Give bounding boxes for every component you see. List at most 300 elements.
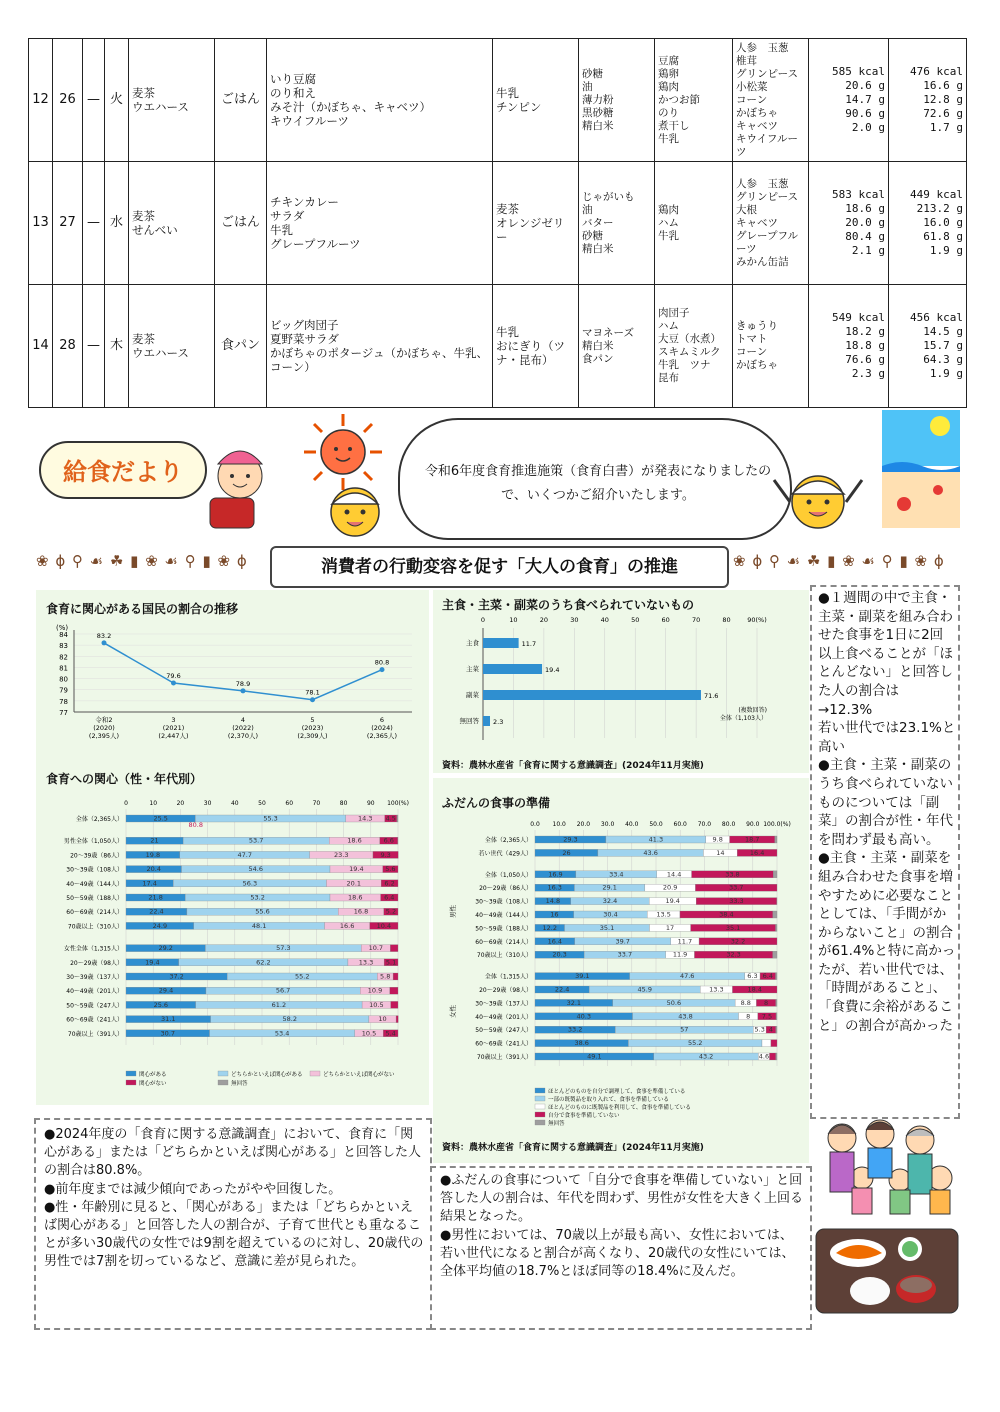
segment-label: 10.5	[361, 1029, 377, 1038]
segment-label: 10	[378, 1015, 387, 1024]
decoration-right: ❀ ϕ ⚲ ☙ ☘ ▮ ❀ ☙ ⚲ ▮ ❀ ϕ	[733, 552, 945, 570]
segment-label: 30.4	[603, 910, 618, 919]
menu-cell-nut1: 583 kcal 18.6 g 20.0 g 80.4 g 2.1 g	[809, 162, 889, 285]
menu-table	[28, 38, 967, 408]
x-tick-label: (2,365人)	[366, 732, 398, 740]
menu-row	[29, 285, 967, 408]
x-tick-label: 30	[570, 616, 579, 624]
segment-label: 18.6	[348, 893, 363, 902]
segment-label: 25.6	[153, 1000, 169, 1009]
segment-label: 33.8	[725, 870, 740, 879]
segment-label: 19.4	[349, 865, 364, 874]
rice-bowl-icon	[850, 1277, 890, 1305]
y-tick-label: 81	[59, 664, 68, 673]
segment-label: 20.4	[146, 865, 161, 874]
data-label: 80.8	[374, 658, 390, 667]
segment-label: 62.2	[256, 958, 271, 967]
x-tick-label: (2020)	[93, 724, 115, 732]
x-tick-label: 50	[631, 616, 640, 624]
x-tick-label: 令和2	[95, 716, 113, 724]
segment-label: 55.2	[687, 1039, 703, 1048]
menu-cell-yellow: 肉団子 ハム 大豆（水煮） スキムミルク 牛乳 ツナ 昆布	[655, 285, 733, 408]
segment-label: 37.2	[169, 972, 184, 981]
segment-label: 40.3	[576, 1012, 592, 1021]
bar-segment	[773, 951, 777, 958]
row-label: 50～59歳（188人）	[475, 925, 532, 933]
x-tick-label: (2,370人)	[227, 732, 259, 740]
menu-cell-red: 砂糖 油 薄力粉 黒砂糖 精白米	[579, 39, 655, 162]
segment-label: 11.9	[672, 950, 688, 959]
prep-chart	[437, 818, 807, 1136]
legend-swatch	[535, 1104, 545, 1109]
segment-label: 13.3	[709, 985, 724, 994]
legend-label: どちらかといえば関心がない	[323, 1072, 395, 1078]
legend-swatch	[218, 1080, 228, 1085]
segment-label: 5.1	[385, 958, 397, 967]
menu-cell-date: 28	[53, 285, 83, 408]
bar-segment	[773, 911, 777, 918]
group-label-female: 女性	[449, 1005, 457, 1018]
x-tick-label: 60	[661, 616, 670, 624]
segment-label: 14.3	[357, 814, 373, 823]
legend-swatch	[535, 1088, 545, 1093]
row-label: 20～29歳（86人）	[479, 885, 532, 893]
interest-chart	[38, 795, 428, 1103]
menu-cell-snack: 麦茶 ウエハース	[129, 285, 215, 408]
legend-label: どちらかといえば関心がある	[231, 1072, 303, 1078]
row-label: 30～39歳（108人）	[475, 898, 532, 906]
segment-label: 22.4	[149, 907, 164, 916]
bar-segment	[391, 1001, 398, 1008]
row-label: 全体（1,050人）	[484, 871, 532, 879]
x-tick-label: 0.0	[530, 821, 540, 828]
legend-label: 関心がある	[139, 1072, 167, 1078]
segment-label: 39.1	[575, 972, 590, 981]
segment-label: 25.5	[153, 814, 168, 823]
segment-label: 23.3	[334, 850, 349, 859]
menu-cell-staple: ごはん	[215, 39, 267, 162]
data-point	[310, 697, 315, 702]
data-point	[102, 640, 107, 645]
row-label: 60～69歳（214人）	[66, 909, 123, 917]
segment-label: 16	[550, 910, 559, 919]
y-tick-label: 83	[59, 642, 68, 651]
segment-label: 19.4	[665, 897, 680, 906]
segment-label: 24.9	[152, 921, 168, 930]
segment-label: 9.3	[380, 850, 391, 859]
y-tick-label: 84	[59, 631, 68, 639]
segment-label: 43.2	[698, 1052, 714, 1061]
category-label: 無回答	[459, 717, 479, 725]
data-label: 78.1	[305, 688, 320, 697]
x-tick-label: 80.0	[721, 821, 736, 828]
bar-segment	[776, 1026, 777, 1033]
bar-segment	[776, 1013, 777, 1020]
y-tick-label: 80	[59, 675, 68, 684]
x-tick-label: 20.0	[576, 821, 591, 828]
segment-label: 35.1	[725, 923, 741, 932]
child-left-icon	[318, 478, 392, 538]
right-note-text: ●１週間の中で主食・主菜・副菜を組み合わせた食事を1日に2回以上食べることが「ほとんどない」と回答した人の割合は →12.3% 若い世代では23.1%と高い ●主食・主菜・副菜のうち食べられていないものについては「副菜」の割合が性・年代を問わず最も高い。 ●主食・主菜・副菜を組み合わせた食事を増やすために必要なこととしては、「手間がかからないこと」の割合が61.4%と特に高かったが、若い世代では、「時間があること」、「食費に余裕があること」の割合が高かった	[818, 590, 956, 1034]
legend-swatch	[535, 1120, 545, 1125]
segment-label: 4.5	[385, 814, 396, 823]
segment-label: 21.8	[148, 893, 163, 902]
category-label: 主菜	[466, 665, 479, 673]
data-label: 78.9	[235, 679, 251, 688]
segment-label: 17.4	[142, 879, 157, 888]
pot-icon	[210, 498, 254, 528]
menu-cell-dow: 火	[105, 39, 129, 162]
data-label: 19.4	[545, 666, 560, 674]
x-tick-label: 5	[310, 716, 315, 724]
menu-row	[29, 162, 967, 285]
segment-label: 6.4	[762, 972, 773, 981]
category-label: 主食	[466, 639, 479, 647]
segment-label: 12.2	[542, 923, 558, 932]
row-label: 70歳以上（310人）	[476, 952, 532, 960]
beach-icon	[882, 410, 960, 528]
segment-label: 5.2	[385, 907, 397, 916]
row-label: 若い世代（429人）	[478, 850, 532, 858]
x-tick-label: 20	[539, 616, 549, 624]
menu-cell-nut1: 549 kcal 18.2 g 18.8 g 76.6 g 2.3 g	[809, 285, 889, 408]
segment-label: 8	[764, 998, 769, 1007]
bar	[483, 664, 542, 674]
x-tick-label: 70	[312, 800, 321, 807]
x-tick-label: 50.0	[649, 821, 663, 828]
legend-label: ほとんどのものを自分で調理して、食事を準備している	[548, 1089, 686, 1095]
segment-label: 4	[768, 1025, 774, 1034]
menu-cell-date: 26	[53, 39, 83, 162]
legend-swatch	[218, 1071, 228, 1076]
x-tick-label: 10	[509, 616, 518, 624]
segment-label: 5.3	[754, 1025, 765, 1034]
x-tick-label: 60	[285, 800, 294, 807]
x-tick-label: 3	[171, 716, 176, 724]
x-tick-label: 100.0(%)	[763, 821, 791, 828]
x-tick-label: (2024)	[371, 724, 393, 732]
legend-swatch	[126, 1080, 136, 1085]
segment-label: 53.2	[250, 893, 265, 902]
segment-label: 16.4	[547, 937, 563, 946]
left-note-box	[34, 1118, 432, 1330]
segment-label: 55.2	[295, 972, 310, 981]
legend-swatch	[535, 1112, 545, 1117]
bar-segment	[776, 1053, 777, 1060]
menu-cell-snack: 麦茶 ウエハース	[129, 39, 215, 162]
segment-label: 57	[680, 1025, 689, 1034]
child-right-icon	[768, 460, 868, 536]
bar-segment	[393, 973, 398, 980]
segment-label: 11.7	[677, 937, 693, 946]
x-tick-label: 90.0	[746, 821, 760, 828]
segment-label: 13.3	[358, 958, 374, 967]
bar-segment	[773, 871, 777, 878]
menu-cell-pm_snack: 牛乳 チンピン	[493, 39, 579, 162]
menu-cell-dash: —	[83, 162, 105, 285]
x-tick-label: 80	[722, 616, 731, 624]
segment-label: 35.1	[599, 923, 615, 932]
data-point	[171, 681, 176, 686]
segment-label: 56.3	[242, 879, 258, 888]
segment-label: 5.4	[385, 1029, 396, 1038]
bar-segment	[397, 815, 398, 822]
row-label: 40～49歳（144人）	[66, 880, 123, 888]
segment-label: 33.2	[567, 1025, 583, 1034]
menu-cell-nut2: 476 kcal 16.6 g 12.8 g 72.6 g 1.7 g	[889, 39, 967, 162]
segment-label: 6.6	[383, 836, 394, 845]
segment-label: 20.3	[552, 950, 567, 959]
bar	[483, 716, 490, 726]
bar	[483, 638, 519, 648]
segment-label: 14.4	[666, 870, 682, 879]
menu-cell-snack: 麦茶 せんべい	[129, 162, 215, 285]
interest-chart-title: 食育への関心（性・年代別）	[46, 772, 203, 786]
menu-cell-no: 12	[29, 39, 53, 162]
segment-label: 47.7	[237, 850, 252, 859]
data-label: 71.6	[703, 692, 719, 700]
x-tick-label: 40	[600, 616, 609, 624]
uneaten-chart	[437, 614, 807, 750]
segment-label: 31.1	[161, 1015, 176, 1024]
segment-label: 16.4	[749, 848, 765, 857]
legend-label: 自分で食事を準備していない	[548, 1113, 620, 1119]
meal-tray-icon	[812, 1225, 962, 1317]
x-tick-label: 0	[480, 616, 486, 624]
category-label: 副菜	[466, 691, 479, 699]
banner-box	[38, 440, 208, 500]
segment-label: 49.1	[587, 1052, 602, 1061]
segment-label: 38.6	[574, 1039, 589, 1048]
x-tick-label: 0	[124, 800, 128, 807]
menu-cell-no: 13	[29, 162, 53, 285]
uneaten-source: 資料：農林水産省「食育に関する意識調査」(2024年11月実施)	[442, 761, 704, 771]
segment-label: 22.4	[554, 985, 570, 994]
menu-cell-green: 人参 玉葱 椎茸 グリンピース 小松菜 コーン かぼちゃ キャベツ キウイフルーツ	[733, 39, 809, 162]
row-label: 60～69歳（241人）	[475, 1040, 532, 1048]
row-label: 70歳以上（391人）	[476, 1054, 532, 1061]
x-tick-label: (2021)	[162, 724, 185, 732]
data-label: 79.6	[166, 672, 181, 681]
row-label: 全体（2,365人）	[75, 816, 123, 823]
bar-segment	[762, 1040, 771, 1047]
bar-segment	[776, 973, 777, 980]
prep-source: 資料：農林水産省「食育に関する意識調査」(2024年11月実施)	[442, 1143, 704, 1153]
segment-label: 6.4	[384, 893, 395, 902]
row-label: 50～59歳（247人）	[66, 1002, 123, 1010]
segment-label: 4.6	[758, 1052, 770, 1061]
callout-label: 80.8	[188, 821, 204, 829]
bar-segment	[396, 1016, 398, 1023]
left-note-text: ●2024年度の「食育に関する意識調査」において、食育に「関心がある」または「どちらかといえば関心がある」と回答した人の割合は80.8%。 ●前年度までは減少傾向であったがやや回復した。 ●性・年齢別に見ると、「関心がある」または「どちらかといえば関心がある」と回答した人の割合が、子育て世代とも重なることが多い30歳代の女性では9割を超えているのに対し、20歳代の男性では7割を切っているなど、意識に差が見られた。	[44, 1127, 424, 1270]
segment-label: 55.3	[263, 814, 278, 823]
x-tick-label: 50	[258, 800, 266, 807]
row-label: 60～69歳（241人）	[66, 1016, 123, 1024]
row-label: 全体（2,365人）	[484, 837, 532, 844]
segment-label: 18.6	[347, 836, 362, 845]
segment-label: 14	[716, 848, 725, 857]
segment-label: 32.1	[566, 998, 582, 1007]
y-tick-label: 77	[59, 709, 68, 717]
row-label: 30～39歳（137人）	[66, 974, 123, 981]
legend-label: 関心がない	[139, 1081, 167, 1087]
menu-cell-staple: ごはん	[215, 162, 267, 285]
legend-swatch	[535, 1096, 545, 1101]
x-tick-label: 40	[230, 800, 239, 807]
bar-segment	[390, 945, 398, 952]
x-tick-label: (2022)	[232, 724, 254, 732]
segment-label: 50.6	[666, 998, 682, 1007]
y-tick-label: 78	[59, 697, 68, 706]
row-label: 30～39歳（108人）	[66, 866, 123, 874]
segment-label: 41.3	[648, 835, 664, 844]
x-tick-label: (2023)	[301, 724, 324, 732]
x-tick-label: 20	[176, 800, 185, 807]
segment-label: 9.8	[712, 835, 723, 844]
x-tick-label: 90(%)	[747, 616, 767, 624]
section-heading: 消費者の行動変容を促す「大人の食育」の推進	[270, 546, 729, 588]
right-note-box	[810, 585, 960, 1119]
row-label: 50～59歳（188人）	[66, 895, 123, 902]
bar-segment	[390, 987, 398, 994]
menu-cell-dash: —	[83, 39, 105, 162]
segment-label: 54.6	[248, 865, 263, 874]
row-label: 男性全体（1,050人）	[63, 838, 123, 846]
x-tick-label: (2,309人)	[297, 732, 328, 740]
menu-cell-green: 人参 玉葱 グリンピース 大根 キャベツ グレープフルーツ みかん缶詰	[733, 162, 809, 285]
menu-cell-dash: —	[83, 285, 105, 408]
segment-label: 8.8	[740, 998, 751, 1007]
segment-label: 33.3	[729, 897, 744, 906]
uneaten-chart-title: 主食・主菜・副菜のうち食べられていないもの	[442, 598, 695, 612]
row-label: 女性全体（1,315人）	[63, 945, 123, 953]
segment-label: 29.2	[158, 944, 173, 953]
row-label: 40～49歳（201人）	[475, 1013, 532, 1021]
prep-chart-title: ふだんの食事の準備	[442, 796, 551, 810]
row-label: 40～49歳（144人）	[475, 912, 532, 919]
menu-cell-nut1: 585 kcal 20.6 g 14.7 g 90.6 g 2.0 g	[809, 39, 889, 162]
line-chart	[40, 620, 426, 760]
segment-label: 16.9	[548, 870, 563, 879]
segment-label: 58.2	[282, 1015, 297, 1024]
segment-label: 21	[150, 836, 159, 845]
segment-label: 16.6	[339, 921, 355, 930]
data-point	[241, 688, 246, 693]
row-label: 20～29歳（98人）	[479, 987, 532, 994]
segment-label: 5.6	[385, 865, 396, 874]
segment-label: 53.4	[274, 1029, 290, 1038]
bar-segment	[771, 1040, 777, 1047]
segment-label: 19.8	[145, 850, 161, 859]
group-label-male: 男性	[449, 905, 457, 918]
banner-title: 給食だより	[63, 458, 183, 486]
segment-label: 32.3	[726, 950, 741, 959]
y-unit: (%)	[56, 624, 69, 632]
menu-cell-yellow: 鶏肉 ハム 牛乳	[655, 162, 733, 285]
row-label: 70歳以上（310人）	[67, 923, 123, 931]
segment-label: 53.7	[248, 836, 264, 845]
segment-label: 20.1	[346, 879, 362, 888]
crab-icon	[897, 497, 911, 511]
segment-label: 33.4	[609, 870, 624, 879]
segment-label: 10.9	[367, 986, 383, 995]
segment-label: 18.4	[747, 985, 762, 994]
menu-cell-nut2: 456 kcal 14.5 g 15.7 g 64.3 g 1.9 g	[889, 285, 967, 408]
segment-label: 5.8	[380, 972, 391, 981]
row-label: 30～39歳（137人）	[475, 1000, 532, 1008]
x-tick-label: 90	[366, 800, 375, 807]
segment-label: 39.7	[615, 937, 630, 946]
segment-label: 6.3	[747, 972, 758, 981]
row-label: 70歳以上（391人）	[67, 1030, 123, 1038]
bar-segment	[775, 836, 777, 843]
segment-label: 29.1	[602, 883, 617, 892]
segment-label: 19.4	[145, 958, 160, 967]
segment-label: 7.5	[761, 1012, 773, 1021]
legend-label: 無回答	[548, 1121, 565, 1127]
bar-segment	[776, 924, 777, 931]
legend-swatch	[126, 1071, 136, 1076]
x-tick-label: (2,447人)	[158, 732, 189, 740]
segment-label: 13.5	[656, 910, 671, 919]
x-tick-label: 70.0	[697, 821, 712, 828]
menu-cell-dishes: いり豆腐 のり和え みそ汁（かぼちゃ、キャベツ） キウイフルーツ	[267, 39, 493, 162]
x-tick-label: 40.0	[625, 821, 639, 828]
row-label: 20～29歳（98人）	[70, 959, 123, 967]
segment-label: 33.7	[728, 883, 744, 892]
menu-row	[29, 39, 967, 162]
x-tick-label: 6	[379, 716, 385, 724]
menu-cell-yellow: 豆腐 鶏卵 鶏肉 かつお節 のり 煮干し 牛乳	[655, 39, 733, 162]
menu-cell-dow: 水	[105, 162, 129, 285]
row-label: 60～69歳（214人）	[475, 938, 532, 946]
segment-label: 8	[746, 1012, 751, 1021]
segment-label: 48.1	[251, 921, 267, 930]
data-label: 11.7	[521, 640, 537, 648]
x-tick-label: 60.0	[673, 821, 687, 828]
data-label: 83.2	[96, 631, 112, 640]
segment-label: 43.6	[643, 848, 658, 857]
family-icon	[812, 1108, 962, 1218]
menu-cell-pm_snack: 麦茶 オレンジゼリー	[493, 162, 579, 285]
legend-label: 一部の既製品を取り入れて、食事を準備している	[548, 1097, 669, 1103]
x-tick-label: 10	[149, 800, 158, 807]
segment-label: 29.4	[158, 986, 174, 995]
decoration-left: ❀ ϕ ⚲ ☙ ☘ ▮ ❀ ☙ ⚲ ▮ ❀ ϕ	[36, 552, 248, 570]
menu-cell-dishes: ビッグ肉団子 夏野菜サラダ かぼちゃのポタージュ（かぼちゃ、牛乳、コーン）	[267, 285, 493, 408]
x-tick-label: 30.0	[600, 821, 615, 828]
row-label: 40～49歳（201人）	[66, 988, 123, 996]
segment-label: 55.6	[255, 907, 270, 916]
segment-label: 14.8	[545, 897, 561, 906]
x-tick-label: 10.0	[552, 821, 566, 828]
x-tick-label: 100(%)	[387, 800, 409, 807]
menu-cell-nut2: 449 kcal 213.2 g 16.0 g 61.8 g 1.9 g	[889, 162, 967, 285]
row-label: 20～39歳（86人）	[70, 852, 123, 860]
bar-segment	[776, 999, 777, 1006]
segment-label: 32.4	[602, 897, 618, 906]
segment-label: 26	[562, 848, 571, 857]
y-tick-label: 79	[59, 686, 68, 695]
row-label: 全体（1,315人）	[484, 973, 532, 981]
data-label: 2.3	[493, 718, 504, 726]
menu-cell-date: 27	[53, 162, 83, 285]
segment-label: 20.9	[662, 883, 678, 892]
segment-label: 6.2	[384, 879, 395, 888]
segment-label: 57.3	[276, 944, 291, 953]
middle-note-box	[430, 1166, 812, 1330]
legend-label: 無回答	[231, 1081, 248, 1087]
